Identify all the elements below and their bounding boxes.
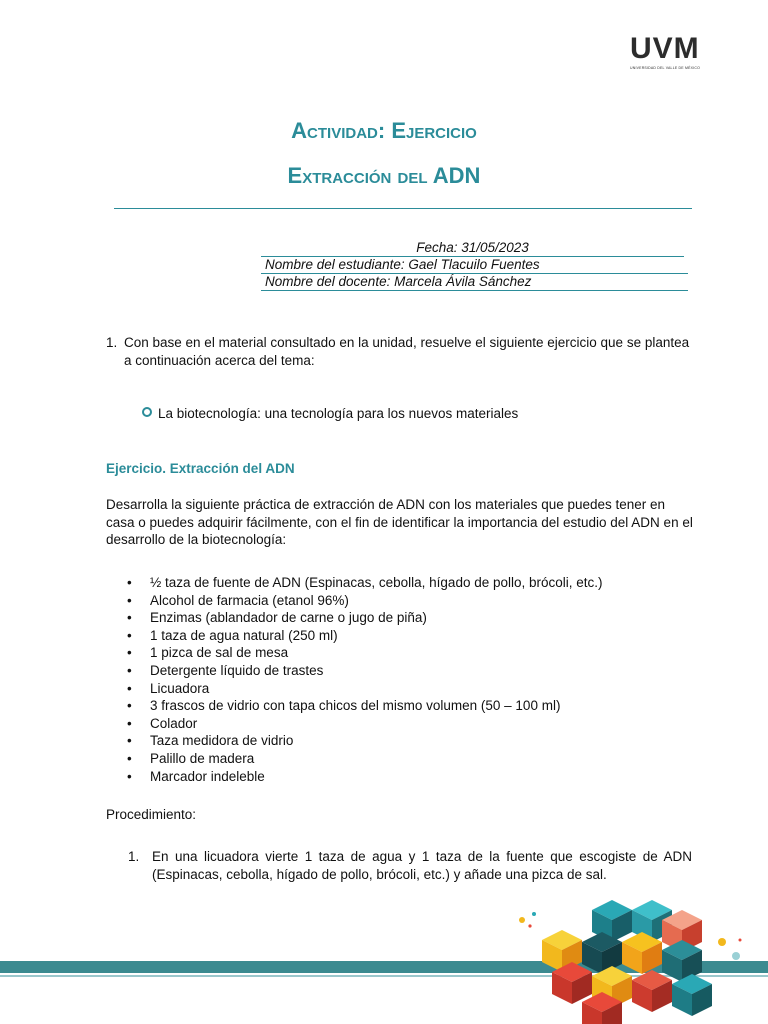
topic-item — [142, 405, 518, 423]
step-text: En una licuadora vierte 1 taza de agua y 1 taza de la fuente que escogiste de ADN (Espinacas, cebolla, hígado de pollo, brócoli, etc.) y añade una pizca de sal. — [152, 849, 692, 882]
material-item: • Palillo de madera — [106, 750, 603, 768]
activity-title: Actividad: Ejercicio — [291, 118, 477, 143]
material-item: • Colador — [106, 715, 603, 733]
step-number: 1. — [128, 849, 140, 864]
uvm-logo — [630, 34, 720, 74]
material-item: • Alcohol de farmacia (etanol 96%) — [106, 592, 603, 610]
question-text: Con base en el material consultado en la unidad, resuelve el siguiente ejercicio que se plantea a continuación acerca del tema: — [124, 335, 690, 368]
material-item: • ½ taza de fuente de ADN (Espinacas, cebolla, hígado de pollo, brócoli, etc.) — [106, 574, 603, 592]
material-item: • Enzimas (ablandador de carne o jugo de piña) — [106, 609, 603, 627]
decorative-cubes — [512, 880, 752, 1024]
material-item: • 3 frascos de vidrio con tapa chicos del mismo volumen (50 – 100 ml) — [106, 697, 603, 715]
student-name-field: Nombre del estudiante: Gael Tlacuilo Fuentes — [261, 257, 688, 274]
material-item: • Detergente líquido de trastes — [106, 662, 603, 680]
date-field: Fecha: 31/05/2023 — [261, 240, 684, 257]
materials-list — [106, 574, 603, 785]
intro-paragraph: Desarrolla la siguiente práctica de extracción de ADN con los materiales que puedes tener en casa o puedes adquirir fácilmente, con el fin de identificar la importancia del estudio del ADN en el desarrollo de la biotecnología: — [106, 497, 693, 547]
exercise-heading: Ejercicio. Extracción del ADN — [106, 461, 295, 476]
material-item: • Taza medidora de vidrio — [106, 732, 603, 750]
dot-decoration — [519, 917, 525, 923]
material-item: • 1 taza de agua natural (250 ml) — [106, 627, 603, 645]
logo-mark: UVM — [630, 32, 700, 65]
question-number: 1. — [106, 335, 118, 350]
circle-bullet-icon — [142, 407, 152, 417]
cube-cluster — [542, 900, 712, 1024]
teacher-name-field: Nombre del docente: Marcela Ávila Sánchez — [261, 274, 688, 291]
logo-tagline: UNIVERSIDAD DEL VALLE DE MÉXICO — [630, 66, 700, 70]
title-divider — [114, 208, 692, 209]
topic-text: La biotecnología: una tecnología para los nuevos materiales — [158, 406, 519, 421]
question-1 — [106, 334, 696, 369]
procedure-label: Procedimiento: — [106, 807, 197, 822]
procedure-step — [106, 848, 692, 883]
material-item: • Marcador indeleble — [106, 768, 603, 786]
material-item: • 1 pizca de sal de mesa — [106, 644, 603, 662]
activity-subtitle: Extracción del ADN — [287, 163, 481, 188]
material-item: • Licuadora — [106, 680, 603, 698]
